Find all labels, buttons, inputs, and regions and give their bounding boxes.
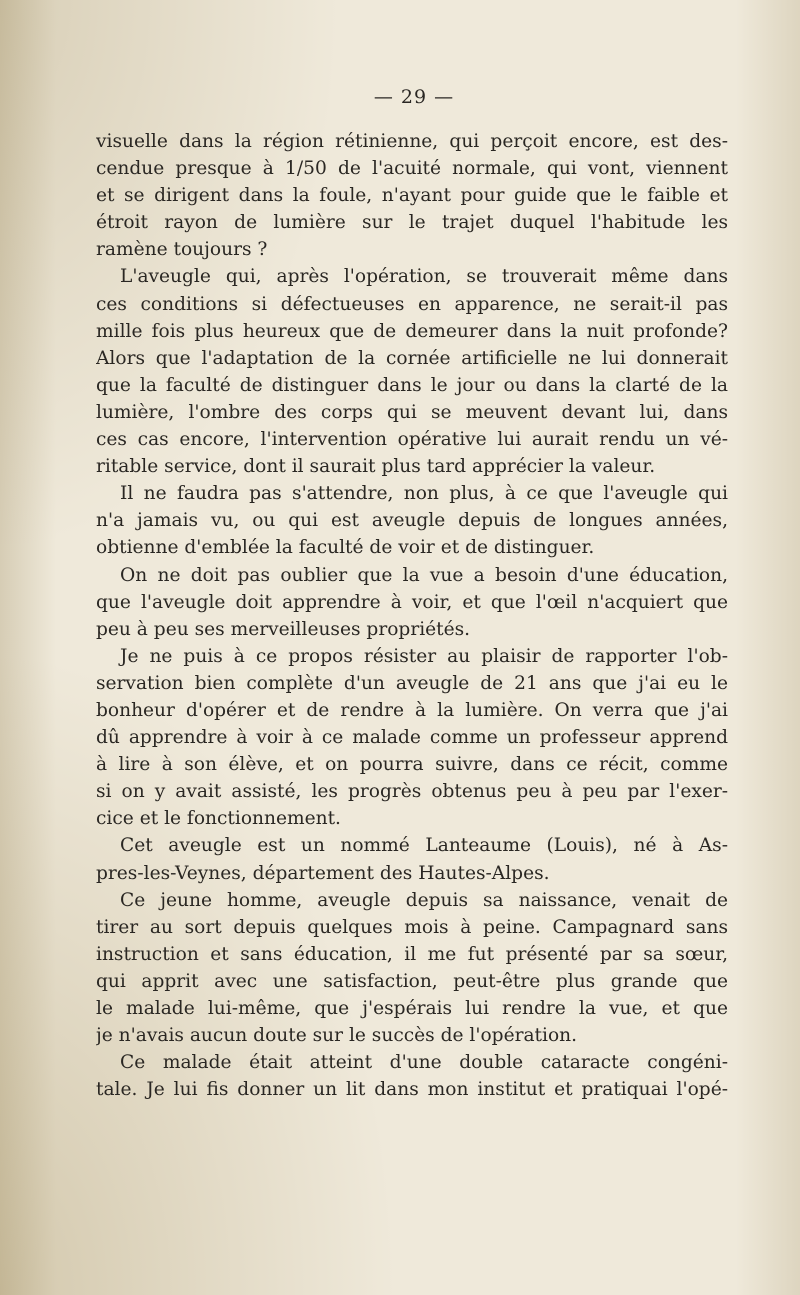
- text-line: Je ne puis à ce propos résister au plaisir de rapporter l'ob-: [120, 645, 728, 667]
- text-line: n'a jamais vu, ou qui est aveugle depuis de longues années,: [96, 510, 728, 532]
- text-line: et se dirigent dans la foule, n'ayant pour guide que le faible et: [96, 185, 728, 207]
- text-line: Ce jeune homme, aveugle depuis sa naissance, venait de: [120, 889, 728, 911]
- text-line: servation bien complète d'un aveugle de 21 ans que j'ai eu le: [96, 672, 728, 694]
- text-line: pres-les-Veynes, département des Hautes-Alpes.: [96, 862, 550, 884]
- text-line: si on y avait assisté, les progrès obtenus peu à peu par l'exer-: [96, 781, 728, 803]
- text-line: obtienne d'emblée la faculté de voir et de distinguer.: [96, 537, 595, 559]
- text-line: instruction et sans éducation, il me fut présenté par sa sœur,: [96, 943, 728, 965]
- text-line: le malade lui-même, que j'espérais lui rendre la vue, et que: [96, 998, 728, 1019]
- text-line: lumière, l'ombre des corps qui se meuvent devant lui, dans: [96, 401, 728, 423]
- text-line: bonheur d'opérer et de rendre à la lumière. On verra que j'ai: [96, 699, 728, 721]
- text-line: cendue presque à 1/50 de l'acuité normale, qui vont, viennent: [96, 158, 728, 180]
- text-line: cice et le fonctionnement.: [96, 808, 341, 830]
- text-line: mille fois plus heureux que de demeurer dans la nuit profonde?: [96, 320, 728, 342]
- text-line: que la faculté de distinguer dans le jour ou dans la clarté de la: [96, 374, 728, 396]
- body-text: [96, 128, 728, 1103]
- text-line: L'aveugle qui, après l'opération, se trouverait même dans: [120, 266, 728, 288]
- text-line: à lire à son élève, et on pourra suivre, dans ce récit, comme: [96, 754, 728, 776]
- text-line: dû apprendre à voir à ce malade comme un professeur apprend: [96, 727, 728, 749]
- text-line: étroit rayon de lumière sur le trajet duquel l'habitude les: [96, 212, 728, 234]
- text-line: Alors que l'adaptation de la cornée artificielle ne lui donnerait: [96, 347, 728, 369]
- text-line: On ne doit pas oublier que la vue a besoin d'une éducation,: [120, 564, 728, 586]
- text-line: tale. Je lui fis donner un lit dans mon institut et pratiquai l'opé-: [96, 1079, 728, 1101]
- text-line: ritable service, dont il saurait plus tard apprécier la valeur.: [96, 456, 656, 478]
- page-number: — 29 —: [373, 86, 455, 108]
- text-line: ramène toujours ?: [96, 239, 268, 261]
- text-line: visuelle dans la région rétinienne, qui perçoit encore, est des-: [96, 131, 728, 152]
- text-line: tirer au sort depuis quelques mois à peine. Campagnard sans: [96, 916, 728, 938]
- text-line: que l'aveugle doit apprendre à voir, et que l'œil n'acquiert que: [96, 591, 728, 613]
- text-line: ces conditions si défectueuses en apparence, ne serait-il pas: [96, 293, 728, 315]
- text-line: Ce malade était atteint d'une double cataracte congéni-: [120, 1052, 728, 1074]
- text-line: peu à peu ses merveilleuses propriétés.: [96, 618, 471, 640]
- text-line: qui apprit avec une satisfaction, peut-être plus grande que: [96, 970, 728, 992]
- text-line: ces cas encore, l'intervention opérative lui aurait rendu un vé-: [96, 429, 728, 451]
- text-line: je n'avais aucun doute sur le succès de l'opération.: [96, 1025, 578, 1047]
- text-line: Il ne faudra pas s'attendre, non plus, à ce que l'aveugle qui: [120, 483, 728, 505]
- text-line: Cet aveugle est un nommé Lanteaume (Louis), né à As-: [120, 835, 728, 857]
